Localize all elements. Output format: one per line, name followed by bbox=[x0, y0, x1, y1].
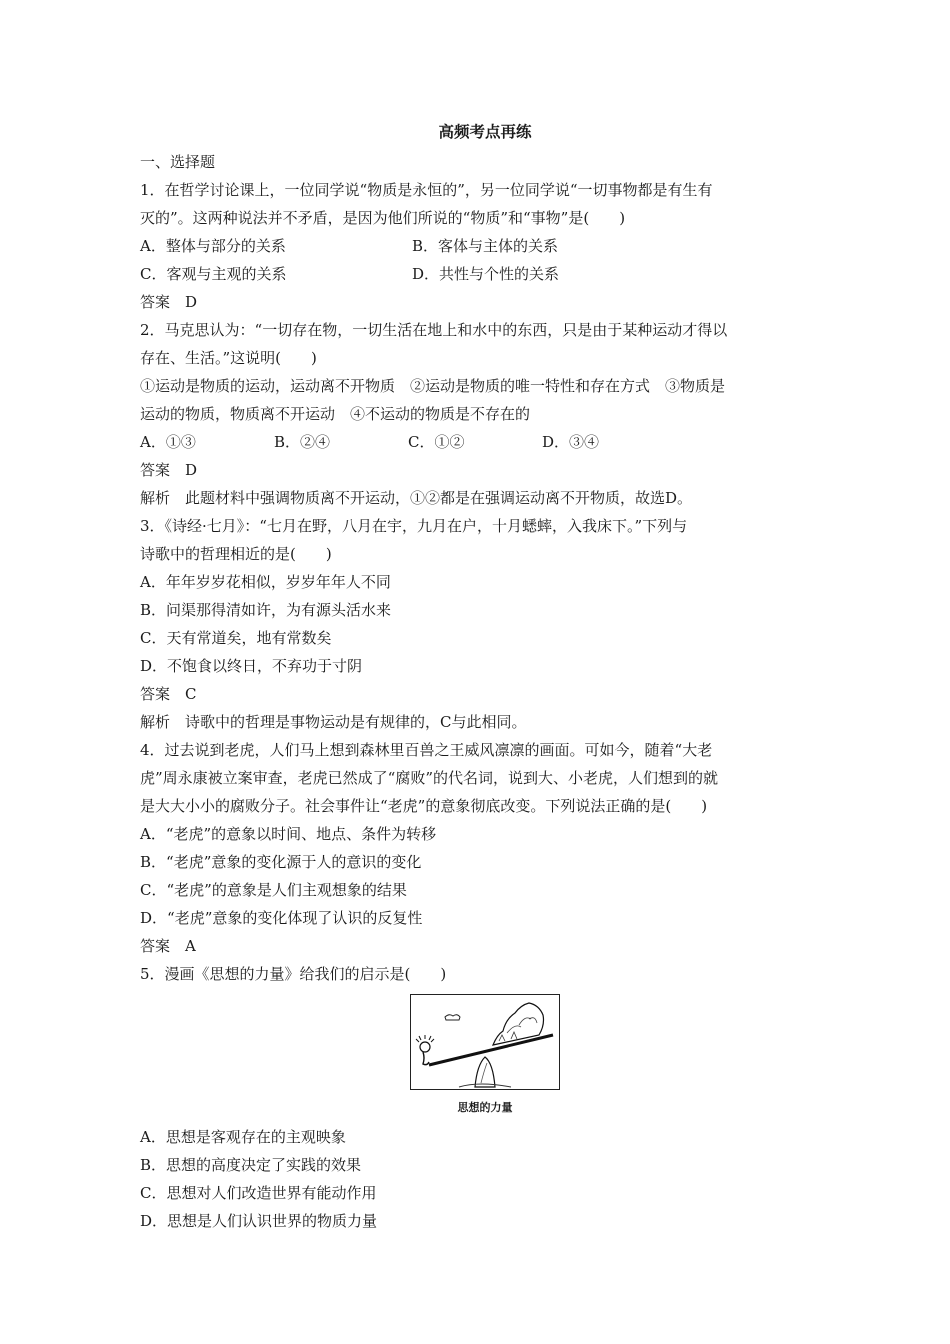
q3-option-a: A．年年岁岁花相似，岁岁年年人不同 bbox=[140, 573, 391, 591]
q2-statements-line-1: ①运动是物质的运动，运动离不开物质 ②运动是物质的唯一特性和存在方式 ③物质是 bbox=[140, 377, 726, 395]
q2-option-b: B．②④ bbox=[274, 433, 331, 451]
q2-stem-line-1: 2．马克思认为：“一切存在物，一切生活在地上和水中的东西，只是由于某种运动才得以 bbox=[140, 321, 728, 339]
q1-option-b: B．客体与主体的关系 bbox=[412, 237, 559, 255]
q3-option-d: D．不饱食以终日，不弃功于寸阴 bbox=[140, 657, 363, 675]
q5-option-c: C．思想对人们改造世界有能动作用 bbox=[140, 1184, 377, 1202]
q4-option-b: B．“老虎”意象的变化源于人的意识的变化 bbox=[140, 853, 422, 871]
cartoon-illustration bbox=[411, 995, 559, 1089]
q3-answer: 答案 C bbox=[140, 685, 197, 703]
q2-option-a: A．①③ bbox=[140, 433, 196, 451]
q4-option-a: A．“老虎”的意象以时间、地点、条件为转移 bbox=[140, 825, 437, 843]
q1-option-c: C．客观与主观的关系 bbox=[140, 265, 287, 283]
q1-answer: 答案 D bbox=[140, 293, 198, 311]
cartoon-caption: 思想的力量 bbox=[457, 1101, 513, 1114]
q5-stem: 5．漫画《思想的力量》给我们的启示是( ) bbox=[140, 965, 447, 983]
cartoon-figure bbox=[140, 994, 830, 1117]
q4-option-c: C．“老虎”的意象是人们主观想象的结果 bbox=[140, 881, 407, 899]
q5-option-d: D．思想是人们认识世界的物质力量 bbox=[140, 1212, 378, 1230]
q2-statements-line-2: 运动的物质，物质离不开运动 ④不运动的物质是不存在的 bbox=[140, 405, 531, 423]
q4-stem-line-2: 虎”周永康被立案审查，老虎已然成了“腐败”的代名词，说到大、小老虎，人们想到的就 bbox=[140, 769, 719, 787]
q1-option-d: D．共性与个性的关系 bbox=[412, 265, 560, 283]
q1-options-row-2 bbox=[140, 260, 830, 288]
q3-analysis: 解析 诗歌中的哲理是事物运动是有规律的，C与此相同。 bbox=[140, 713, 527, 731]
q2-analysis: 解析 此题材料中强调物质离不开运动，①②都是在强调运动离不开物质，故选D。 bbox=[140, 489, 693, 507]
q2-option-c: C．①② bbox=[408, 433, 465, 451]
q2-answer: 答案 D bbox=[140, 461, 198, 479]
q3-option-b: B．问渠那得清如许，为有源头活水来 bbox=[140, 601, 392, 619]
q5-option-b: B．思想的高度决定了实践的效果 bbox=[140, 1156, 362, 1174]
q2-stem-line-2: 存在、生活。”这说明( ) bbox=[140, 349, 317, 367]
q1-options-row-1 bbox=[140, 232, 830, 260]
page-title: 高频考点再练 bbox=[438, 122, 532, 141]
q2-option-d: D．③④ bbox=[542, 433, 600, 451]
section-heading: 一、选择题 bbox=[140, 153, 216, 171]
q4-option-d: D．“老虎”意象的变化体现了认识的反复性 bbox=[140, 909, 423, 927]
cartoon-image bbox=[410, 994, 560, 1090]
q1-stem-line-2: 灭的”。这两种说法并不矛盾，是因为他们所说的“物质”和“事物”是( ) bbox=[140, 209, 626, 227]
q4-stem-line-3: 是大大小小的腐败分子。社会事件让“老虎”的意象彻底改变。下列说法正确的是( ) bbox=[140, 797, 708, 815]
q1-option-a: A．整体与部分的关系 bbox=[140, 237, 286, 255]
q1-stem-line-1: 1．在哲学讨论课上，一位同学说“物质是永恒的”，另一位同学说“一切事物都是有生有 bbox=[140, 181, 713, 199]
q3-option-c: C．天有常道矣，地有常数矣 bbox=[140, 629, 332, 647]
q3-stem-line-1: 3．《诗经·七月》：“七月在野，八月在宇，九月在户，十月蟋蟀，入我床下。”下列与 bbox=[140, 517, 688, 535]
q4-answer: 答案 A bbox=[140, 937, 196, 955]
q3-stem-line-2: 诗歌中的哲理相近的是( ) bbox=[140, 545, 332, 563]
q4-stem-line-1: 4．过去说到老虎，人们马上想到森林里百兽之王威风凛凛的画面。可如今，随着“大老 bbox=[140, 741, 713, 759]
q2-options-row bbox=[140, 428, 830, 456]
q5-option-a: A．思想是客观存在的主观映象 bbox=[140, 1128, 346, 1146]
document-page bbox=[140, 118, 830, 1235]
